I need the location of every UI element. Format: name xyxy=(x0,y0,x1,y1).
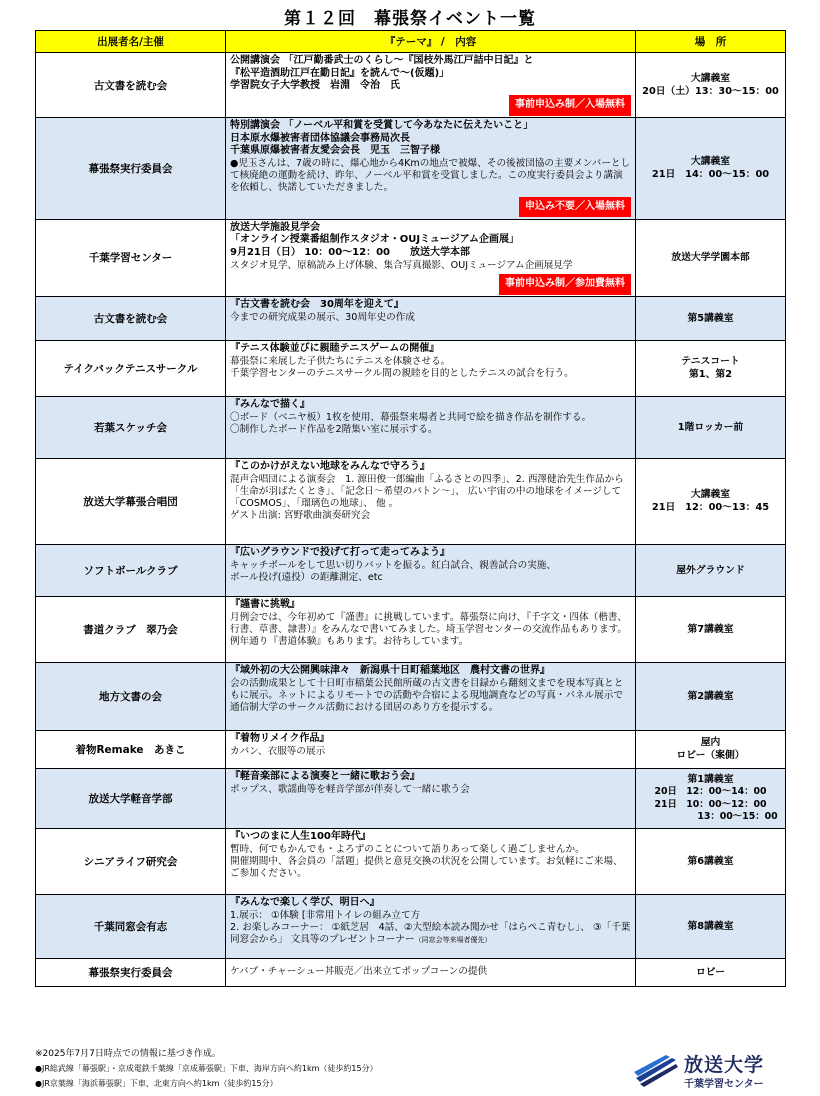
logo-subtitle: 千葉学習センター xyxy=(684,1079,764,1090)
event-description: ゲスト出演: 宮野歌曲演奏研究会 xyxy=(230,510,371,522)
place-cell xyxy=(636,596,786,662)
place-line: 大講義室 xyxy=(690,489,731,501)
event-description: 千葉学習センターのテニスサークル間の親睦を目的としたテニスの試合を行う。 xyxy=(230,367,574,379)
content-cell xyxy=(226,396,636,458)
organizer-cell: 書道クラブ 翠乃会 xyxy=(36,596,226,662)
event-heading: 『古文書を読む会 30周年を迎えて』 xyxy=(230,298,404,310)
table-row xyxy=(36,894,786,958)
organizer-cell: 地方文書の会 xyxy=(36,662,226,730)
place-line: 大講義室 xyxy=(690,72,731,84)
content-cell xyxy=(226,958,636,986)
organizer-cell: シニアライフ研究会 xyxy=(36,828,226,894)
footer-note: ※2025年7月7日時点での情報に基づき作成。 xyxy=(35,1049,221,1059)
header-organizer: 出展者名/主催 xyxy=(36,31,226,53)
place-cell xyxy=(636,396,786,458)
university-logo xyxy=(632,1050,792,1094)
place-cell xyxy=(636,118,786,220)
place-line: 屋外グラウンド xyxy=(676,564,745,576)
table-row xyxy=(36,118,786,220)
organizer-cell: 古文書を読む会 xyxy=(36,53,226,118)
event-heading: 「オンライン授業番組制作スタジオ・OUJミュージアム企画展」 xyxy=(230,234,519,246)
university-logo-icon xyxy=(632,1052,678,1088)
organizer-cell: 千葉同窓会有志 xyxy=(36,894,226,958)
table-row xyxy=(36,296,786,340)
place-line: テニスコート xyxy=(681,356,740,368)
table-row xyxy=(36,458,786,544)
event-description: 〇制作したボード作品を2階集い室に展示する。 xyxy=(230,423,438,435)
table-row xyxy=(36,662,786,730)
table-row xyxy=(36,544,786,596)
event-description: 1.展示： ①体験 [非常用トイレの組み立て方 xyxy=(230,909,421,921)
organizer-cell: テイクバックテニスサークル xyxy=(36,340,226,396)
event-heading: 『いつのまに人生100年時代』 xyxy=(230,830,371,842)
organizer-cell: 着物Remake あきこ xyxy=(36,730,226,768)
place-cell xyxy=(636,544,786,596)
header-theme: 『テーマ』 / 内容 xyxy=(226,31,636,53)
place-line: 21日 14：00～15：00 xyxy=(651,169,770,181)
table-row xyxy=(36,958,786,986)
event-heading: 『みんなで楽しく学び、明日へ』 xyxy=(230,896,380,908)
event-heading: 学習院女子大学教授 岩淵 令治 氏 xyxy=(230,80,400,92)
event-heading: 9月21日（日） 10：00～12：00 放送大学本部 xyxy=(230,247,471,259)
content-cell xyxy=(226,596,636,662)
event-heading: 『域外初の大公開興味津々 新潟県十日町稲葉地区 農村文書の世界』 xyxy=(230,664,550,676)
event-description: 〇ボード（ベニヤ板）1枚を使用、幕張祭来場者と共同で絵を描き作品を制作する。 xyxy=(230,411,592,423)
content-cell xyxy=(226,458,636,544)
event-description: 2. お楽しみコーナー： ①紙芝居 4話、②大型絵本読み聞かせ「はらぺこ青むし」、 ③「千葉同窓会から」 文具等のプレゼントコーナー xyxy=(230,921,631,945)
table-row xyxy=(36,396,786,458)
place-line: 第2講義室 xyxy=(687,690,734,702)
table-row xyxy=(36,828,786,894)
content-cell xyxy=(226,340,636,396)
event-heading: 『みんなで描く』 xyxy=(230,398,310,410)
place-line: ロビー xyxy=(696,966,725,978)
organizer-cell: ソフトボールクラブ xyxy=(36,544,226,596)
event-description: 会の活動成果として十日町市稲葉公民館所蔵の古文書を目録から翻刻文までを現本写真とともに展示。ネットによるリモートでの活動や合宿による現地調査などの写真・パネル展示で通信制大学のサークル活動における団居のあり方を提示する。 xyxy=(230,677,624,713)
content-cell xyxy=(226,219,636,296)
event-heading: 『着物リメイク作品』 xyxy=(230,732,330,744)
organizer-cell: 千葉学習センター xyxy=(36,219,226,296)
content-cell xyxy=(226,53,636,118)
event-heading: 放送大学施設見学会 xyxy=(230,221,320,233)
content-cell xyxy=(226,118,636,220)
place-line: 大講義室 xyxy=(690,156,731,168)
event-description: 月例会では、今年初めて『謹書』に挑戦しています。幕張祭に向け、『千字文・四体（楷書、行書、草書、隷書）』をみんなで書いてみました。埼玉学習センターの交流作品もあります。例年通り『書道体験』もあります。お待ちしています。 xyxy=(230,611,627,647)
event-description: 開催期間中、各会員の「話題」提供と意見交換の状況を公開しています。お気軽にご来場、ご参加ください。 xyxy=(230,855,623,879)
event-description: スタジオ見学、原稿読み上げ体験、集合写真撮影、OUJミュージアム企画展見学 xyxy=(230,259,573,271)
table-row xyxy=(36,340,786,396)
table-row xyxy=(36,730,786,768)
event-description: ケバブ・チャーシュー丼販売／出来立てポップコーンの提供 xyxy=(230,966,488,978)
event-heading: 特別講演会 「ノーベル平和賞を受賞して今あなたに伝えたいこと」 xyxy=(230,120,534,132)
page-title: 第１２回 幕張祭イベント一覧 xyxy=(284,9,536,29)
header-place: 場 所 xyxy=(636,31,786,53)
event-heading: 『テニス体験並びに親睦テニスゲームの開催』 xyxy=(230,342,440,354)
event-description: 混声合唱団による演奏会 1. 源田俊一郎編曲「ふるさとの四季」、2. 西澤健治先生作品から「生命が羽ばたくとき」、「記念日～希望のバトン～」、 広い宇宙の中の地球をイメージして 「COSMOS」、「瑠璃色の地球」、 他 。 xyxy=(230,473,625,509)
place-line: 第1講義室 xyxy=(687,773,734,785)
place-line: 1階ロッカー前 xyxy=(677,421,744,433)
content-cell xyxy=(226,768,636,828)
place-line: 屋内 xyxy=(700,737,721,749)
place-line: 第5講義室 xyxy=(687,312,734,324)
place-cell xyxy=(636,219,786,296)
place-cell xyxy=(636,662,786,730)
place-line: 21日 12：00～13：45 xyxy=(651,502,770,514)
admission-badge: 申込み不要／入場無料 xyxy=(519,197,631,218)
logo-name: 放送大学 xyxy=(684,1054,765,1076)
admission-badge: 事前申込み制／入場無料 xyxy=(509,95,631,116)
organizer-cell: 放送大学軽音学部 xyxy=(36,768,226,828)
organizer-cell: 幕張祭実行委員会 xyxy=(36,958,226,986)
event-heading: 『このかけがえない地球をみんなで守ろう』 xyxy=(230,460,430,472)
place-cell xyxy=(636,296,786,340)
place-cell xyxy=(636,53,786,118)
place-line: 20日 12：00～14：00 xyxy=(654,785,767,797)
place-line: 第7講義室 xyxy=(687,623,734,635)
organizer-cell: 幕張祭実行委員会 xyxy=(36,118,226,220)
content-cell xyxy=(226,544,636,596)
organizer-cell: 若葉スケッチ会 xyxy=(36,396,226,458)
event-description: カバン、衣服等の展示 xyxy=(230,745,326,757)
footer-access-2: ●JR京葉線「海浜幕張駅」下車、北東方向へ約1km（徒歩約15分） xyxy=(35,1079,278,1088)
event-description: ボール投げ(遠投）の距離測定、etc xyxy=(230,571,383,583)
place-line: 第6講義室 xyxy=(687,855,734,867)
event-description: 今までの研究成果の展示、30周年史の作成 xyxy=(230,311,415,323)
event-heading: 『広いグラウンドで投げて打って走ってみよう』 xyxy=(230,546,450,558)
event-description: ポップス、歌謡曲等を軽音学部が伴奏して一緒に歌う会 xyxy=(230,783,470,795)
event-heading: 『軽音楽部による演奏と一緒に歌おう会』 xyxy=(230,770,420,782)
place-line: ロビー（案側） xyxy=(676,750,745,762)
place-cell xyxy=(636,828,786,894)
content-cell xyxy=(226,730,636,768)
table-row xyxy=(36,219,786,296)
table-row xyxy=(36,53,786,118)
event-heading: 千葉県原爆被害者友愛会会長 児玉 三智子様 xyxy=(230,145,440,157)
event-description: 幕張祭に来展した子供たちにテニスを体験させる。 xyxy=(230,355,451,367)
content-cell xyxy=(226,296,636,340)
event-description: 暫時、何でもかんでも・よろずのことについて語りあって楽しく過ごしませんか。 xyxy=(230,843,585,855)
content-cell xyxy=(226,828,636,894)
table-row xyxy=(36,768,786,828)
content-cell xyxy=(226,894,636,958)
place-cell xyxy=(636,458,786,544)
event-heading: 日本原水爆被害者団体協議会事務局次長 xyxy=(230,132,410,144)
place-cell xyxy=(636,730,786,768)
place-line: 放送大学学園本部 xyxy=(671,252,750,264)
place-line: 第1、第2 xyxy=(688,369,733,381)
place-cell xyxy=(636,768,786,828)
event-description: ●児玉さんは、7歳の時に、爆心地から4Kmの地点で被爆、その後被団協の主要メンバーとして核廃絶の運動を続け、昨年、ノーベル平和賞を受賞しました。この度実行委員会より講演を依頼し、快諾していただきました。 xyxy=(230,158,631,194)
place-cell xyxy=(636,958,786,986)
event-description: キャッチボールをして思い切りバットを振る。紅白試合、親善試合の実施、 xyxy=(230,559,556,571)
table-header xyxy=(36,31,786,53)
place-line: 21日 10：00～12：00 xyxy=(654,798,767,810)
place-line: 第8講義室 xyxy=(687,920,734,932)
content-cell xyxy=(226,662,636,730)
table-row xyxy=(36,596,786,662)
organizer-cell: 放送大学幕張合唱団 xyxy=(36,458,226,544)
admission-badge: 事前申込み制／参加費無料 xyxy=(499,274,631,295)
place-line: 20日（土）13：30～15：00 xyxy=(642,86,779,98)
place-cell xyxy=(636,340,786,396)
place-line: 13：00～15：00 xyxy=(697,811,778,823)
footer-access-1: ●JR総武線「幕張駅」・京成電鉄千葉線「京成幕張駅」下車、海岸方向へ約1km（徒歩約15分） xyxy=(35,1064,378,1073)
event-heading: 『謹書に挑戦』 xyxy=(230,598,300,610)
organizer-cell: 古文書を読む会 xyxy=(36,296,226,340)
place-cell xyxy=(636,894,786,958)
event-note: （同窓会等来場者優先） xyxy=(414,935,492,944)
event-heading: 『松平造酒助江戸在勤日記』を読んで～(仮題)」 xyxy=(230,67,450,79)
event-heading: 公開講演会 「江戸勤番武士のくらし～『国枝外馬江戸詰中日記』と xyxy=(230,55,534,66)
event-table xyxy=(35,30,786,987)
